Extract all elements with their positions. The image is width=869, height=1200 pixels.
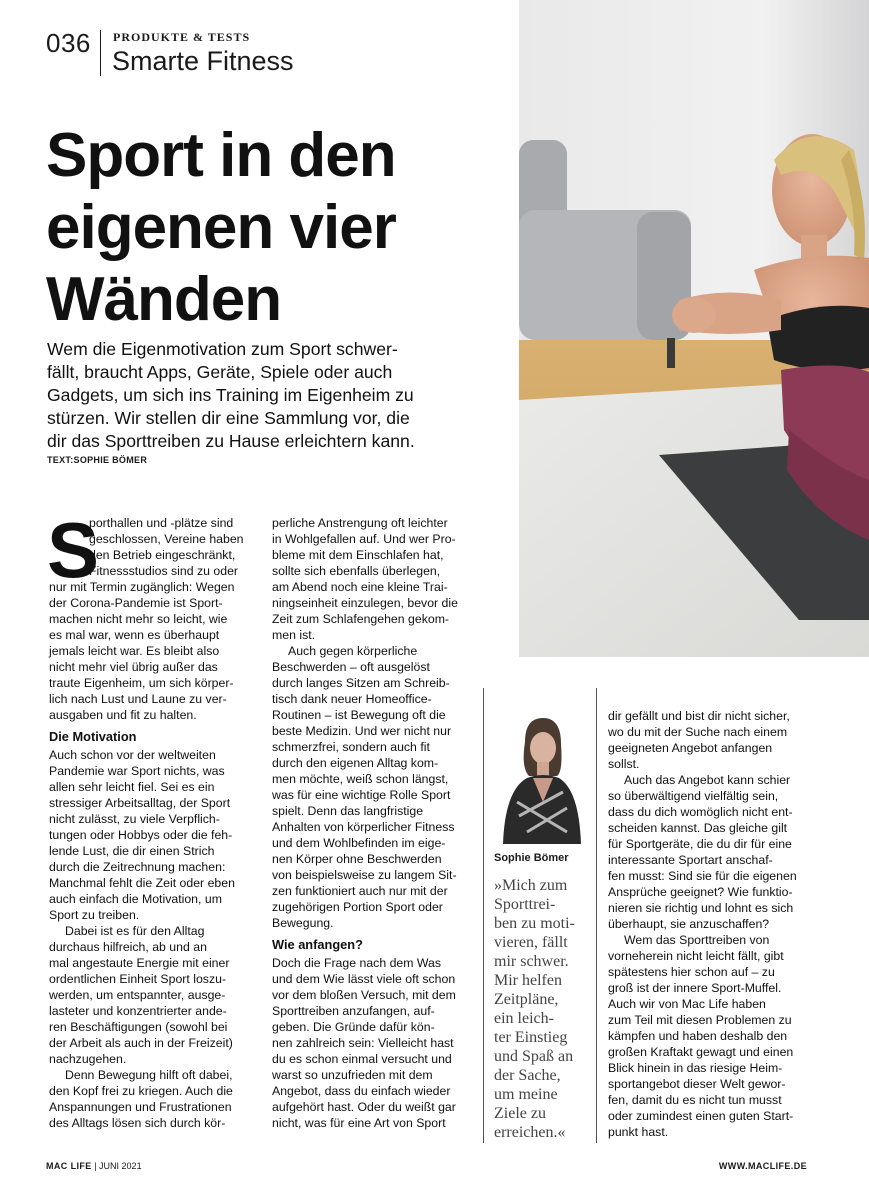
text-line: Routinen – ist Bewegung oft die — [272, 708, 446, 722]
author-photo — [497, 712, 585, 844]
text-line: am Abend noch eine kleine Trai- — [272, 580, 448, 594]
text-line: vor dem bloßen Versuch, mit dem — [272, 988, 456, 1002]
text-line: großen Kraftakt gewagt und einen — [608, 1045, 794, 1059]
text-line: men möchte, weiß schon längst, — [272, 772, 449, 786]
text-line: dass du dich womöglich nicht ent- — [608, 805, 793, 819]
text-line: dir gefällt und bist dir nicht sicher, — [608, 709, 790, 723]
magazine-name: MAC LIFE — [46, 1161, 92, 1171]
headline-line: Wänden — [46, 265, 282, 334]
text-line: Anspannungen und Frustrationen — [49, 1100, 232, 1114]
text-line: machen nicht mehr so leicht, wie — [49, 612, 228, 626]
text-line: oder zumindest einen guten Start- — [608, 1109, 794, 1123]
text-line: warst so unzufrieden mit dem — [272, 1068, 433, 1082]
section-label: PRODUKTE & TESTS — [113, 30, 251, 44]
text-line: Auch gegen körperliche — [288, 644, 418, 658]
paragraph — [49, 1067, 254, 1131]
text-line: so überwältigend vielfältig sein, — [608, 789, 779, 803]
text-line: stressiger Arbeitsalltag, der Sport — [49, 796, 231, 810]
text-line: Wem das Sporttreiben von — [624, 933, 770, 947]
text-line: ausgaben und fit zu halten. — [49, 708, 197, 722]
text-line: Auch schon vor der weltweiten — [49, 748, 216, 762]
text-line: schmerzfrei, sondern auch fit — [272, 740, 430, 754]
text-line: Manchmal fehlt die Zeit oder eben — [49, 876, 235, 890]
text-line: nur mit Termin zugänglich: Wegen — [49, 580, 235, 594]
text-line: durchaus hilfreich, ab und an — [49, 940, 207, 954]
text-line: was für eine wichtige Rolle Sport — [272, 788, 451, 802]
subheading-motivation: Die Motivation — [49, 729, 137, 744]
byline-author: SOPHIE BÖMER — [73, 455, 148, 465]
lead-line: fällt, braucht Apps, Geräte, Spiele oder auch — [47, 362, 393, 382]
text-line: ren Beschäftigungen (sowohl bei — [49, 1020, 228, 1034]
page-number: 036 — [46, 28, 91, 58]
text-line: scheiden kannst. Das gleiche gilt — [608, 821, 788, 835]
quote-line: vieren, fällt — [494, 934, 568, 951]
text-line: fen, damit du es nicht tun musst — [608, 1093, 782, 1107]
article-column-1 — [47, 506, 254, 1131]
text-line: in Wohlgefallen auf. Und wer Pro- — [272, 532, 456, 546]
text-line: wo du mit der Suche nach einem — [608, 725, 788, 739]
quote-line: ben zu moti- — [494, 915, 575, 932]
text-line: nieren sie richtig und lohnt es sich — [608, 901, 794, 915]
paragraph — [49, 747, 254, 923]
text-line: nicht zulässt, zu viele Verpflich- — [49, 812, 220, 826]
text-line: lich nach Lust und Laune zu ver- — [49, 692, 227, 706]
text-line: des Alltags lösen sich durch kör- — [49, 1116, 226, 1130]
text-line: vorneherein nicht leicht fällt, gibt — [608, 949, 784, 963]
text-line: tungen oder Hobbys oder die feh- — [49, 828, 233, 842]
text-line: durch langes Sitzen am Schreib- — [272, 676, 450, 690]
text-line: Zeit zum Schlafengehen gekom- — [272, 612, 450, 626]
quote-line: »Mich zum — [494, 877, 568, 894]
text-line: kämpfen und haben deshalb den — [608, 1029, 788, 1043]
text-line: du es schon einmal versucht und — [272, 1052, 452, 1066]
text-line: Blick hinein in das riesige Heim- — [608, 1061, 783, 1075]
drop-cap: S — [47, 506, 100, 594]
text-line: und dem Wie lässt viele oft schon — [272, 972, 456, 986]
text-line: sollte sich ebenfalls überlegen, — [272, 564, 441, 578]
text-line: lasteter und konzentrierter ande- — [49, 1004, 227, 1018]
text-line: überhaupt, sie anzuschaffen? — [608, 917, 770, 931]
hero-photo — [519, 0, 869, 657]
quote-line: Ziele zu — [494, 1105, 546, 1122]
article-column-2 — [272, 515, 477, 1131]
quote-line: Sporttrei- — [494, 896, 556, 913]
paragraph — [272, 643, 477, 931]
text-line: den Betrieb eingeschränkt, — [89, 548, 236, 562]
paragraph — [272, 515, 477, 643]
text-line: Doch die Frage nach dem Was — [272, 956, 442, 970]
byline-label: TEXT: — [47, 455, 74, 465]
text-line: Dabei ist es für den Alltag — [65, 924, 205, 938]
lead-paragraph — [47, 338, 467, 453]
text-line: groß ist der innere Sport-Muffel. — [608, 981, 782, 995]
headline — [46, 120, 516, 336]
headline-line: eigenen vier — [46, 193, 396, 262]
text-line: beste Medizin. Und wer nicht nur — [272, 724, 452, 738]
author-name: Sophie Bömer — [494, 852, 569, 864]
text-line: werden, um entspannter, ausge- — [49, 988, 226, 1002]
text-line: bleme mit dem Einschlafen hat, — [272, 548, 444, 562]
quote-line: und Spaß an — [494, 1048, 574, 1065]
paragraph — [608, 772, 808, 932]
text-line: Auch das Angebot kann schier — [624, 773, 791, 787]
text-line: nachzugehen. — [49, 1052, 127, 1066]
text-line: mal angestaute Energie mit einer — [49, 956, 230, 970]
text-line: punkt hast. — [608, 1125, 669, 1139]
column-rule — [483, 688, 484, 1143]
text-line: allen sehr leicht fiel. Sei es ein — [49, 780, 215, 794]
text-line: spielt. Denn das langfristige — [272, 804, 424, 818]
quote-line: Mir helfen — [494, 972, 562, 989]
text-line: Fitnessstudios sind zu oder — [89, 564, 239, 578]
text-line: durch den eigenen Alltag kom- — [272, 756, 439, 770]
paragraph — [608, 708, 808, 772]
text-line: den Kopf frei zu kriegen. Auch die — [49, 1084, 233, 1098]
text-line: traute Eigenheim, um sich körper- — [49, 676, 234, 690]
quote-line: erreichen.« — [494, 1124, 566, 1141]
text-line: porthallen und -plätze sind — [89, 516, 234, 530]
text-line: sportangebot dieser Welt gewor- — [608, 1077, 786, 1091]
lead-line: stürzen. Wir stellen dir eine Sammlung vor, die — [47, 408, 410, 428]
author-quote — [494, 876, 594, 1142]
text-line: zen funktioniert auch nur mit der — [272, 884, 448, 898]
intro-paragraph — [47, 506, 254, 723]
text-line: der Corona-Pandemie ist Sport- — [49, 596, 223, 610]
text-line: Ansprüche geeignet? Wie funktio- — [608, 885, 793, 899]
text-line: von beispielsweise zu langem Sit- — [272, 868, 457, 882]
text-line: Bewegung. — [272, 916, 334, 930]
lead-line: dir das Sporttreiben zu Hause erleichtern kann. — [47, 431, 415, 451]
quote-line: ein leich- — [494, 1010, 554, 1027]
headline-line: Sport in den — [46, 121, 396, 190]
paragraph — [272, 955, 477, 1131]
text-line: geschlossen, Vereine haben — [89, 532, 244, 546]
text-line: durch die Zeitrechnung machen: — [49, 860, 226, 874]
text-line: es mal war, wenn es überhaupt — [49, 628, 220, 642]
text-line: Anhalten von körperlicher Fitness — [272, 820, 455, 834]
paragraph — [608, 932, 808, 1140]
byline — [47, 455, 147, 465]
quote-line: Zeitpläne, — [494, 991, 559, 1008]
text-line: nen Körper ohne Beschwerden — [272, 852, 442, 866]
text-line: nicht, was für eine Art von Sport — [272, 1116, 446, 1130]
text-line: Angebot, dass du einfach wieder — [272, 1084, 451, 1098]
text-line: lende Lust, die dir einen Strich — [49, 844, 215, 858]
subheading-getting-started: Wie anfangen? — [272, 937, 363, 952]
quote-line: mir schwer. — [494, 953, 569, 970]
article-column-4 — [608, 708, 808, 1140]
quote-line: um meine — [494, 1086, 558, 1103]
paragraph — [49, 923, 254, 1067]
text-line: spätestens hier schon auf – zu — [608, 965, 775, 979]
topic-title: Smarte Fitness — [112, 46, 294, 76]
text-line: sollst. — [608, 757, 640, 771]
text-line: ordentlichen Einheit Sport loszu- — [49, 972, 227, 986]
text-line: nen zahlreich sein: Vielleicht hast — [272, 1036, 454, 1050]
text-line: Sport zu treiben. — [49, 908, 140, 922]
text-line: Auch wir von Mac Life haben — [608, 997, 766, 1011]
text-line: für Sportgeräte, die du dir für eine — [608, 837, 792, 851]
lead-line: Gadgets, um sich ins Training im Eigenheim zu — [47, 385, 414, 405]
text-line: aufgehört hast. Oder du weißt gar — [272, 1100, 456, 1114]
footer-issue: MAC LIFE | JUNI 2021 — [46, 1161, 142, 1171]
text-line: jemals leicht war. Es bleibt also — [49, 644, 220, 658]
text-line: geben. Die Gründe dafür kön- — [272, 1020, 435, 1034]
quote-line: ter Einstieg — [494, 1029, 568, 1046]
lead-line: Wem die Eigenmotivation zum Sport schwer- — [47, 339, 398, 359]
text-line: tisch dank neuer Homeoffice- — [272, 692, 432, 706]
text-line: und dem Wohlbefinden im eige- — [272, 836, 446, 850]
text-line: ningseinheit einzulegen, bevor die — [272, 596, 458, 610]
footer-website: WWW.MACLIFE.DE — [718, 1161, 807, 1171]
quote-line: der Sache, — [494, 1067, 561, 1084]
text-line: Beschwerden – oft ausgelöst — [272, 660, 430, 674]
text-line: auch einfach die Motivation, um — [49, 892, 222, 906]
issue-date: JUNI 2021 — [99, 1161, 142, 1171]
text-line: der Arbeit als auch in der Freizeit) — [49, 1036, 233, 1050]
text-line: Denn Bewegung hilft oft dabei, — [65, 1068, 233, 1082]
text-line: men ist. — [272, 628, 316, 642]
header-divider — [100, 30, 101, 76]
text-line: geeigneten Angebot anfangen — [608, 741, 773, 755]
text-line: zum Teil mit diesen Problemen zu — [608, 1013, 792, 1027]
text-line: Sporttreiben anzufangen, auf- — [272, 1004, 435, 1018]
text-line: Pandemie war Sport nichts, was — [49, 764, 225, 778]
text-line: interessante Sportart anschaf- — [608, 853, 773, 867]
text-line: nicht mehr viel übrig außer das — [49, 660, 218, 674]
text-line: zugehörigen Portion Sport oder — [272, 900, 443, 914]
text-line: perliche Anstrengung oft leichter — [272, 516, 448, 530]
column-rule — [596, 688, 597, 1143]
text-line: fen musst: Sind sie für die eigenen — [608, 869, 797, 883]
